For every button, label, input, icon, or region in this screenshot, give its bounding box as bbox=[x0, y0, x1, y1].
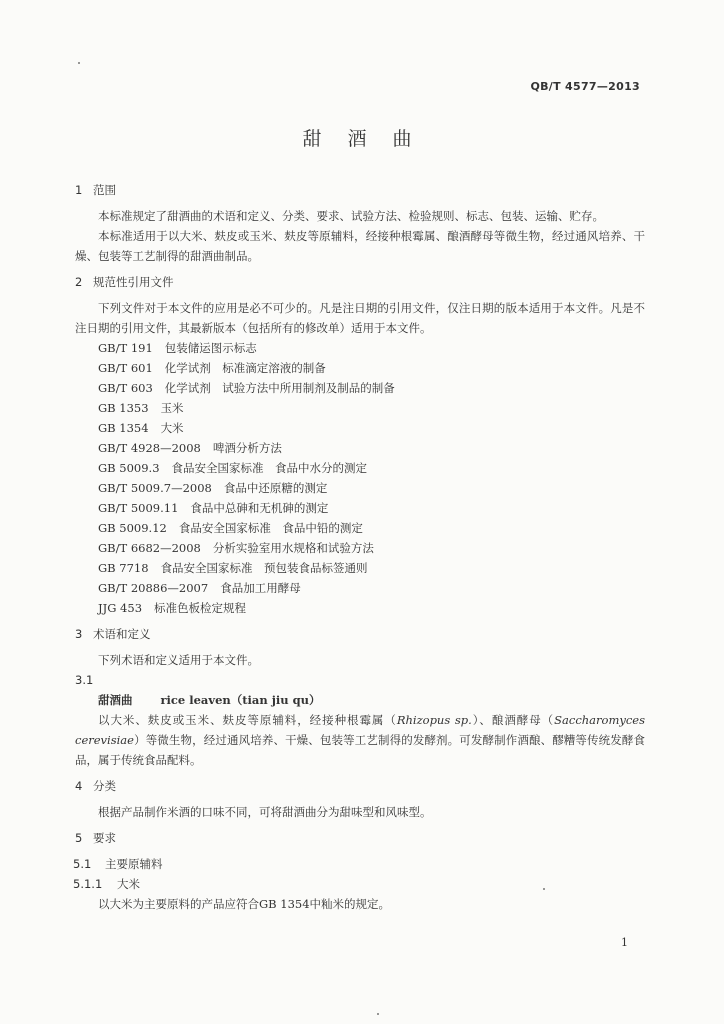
reference-title: 食品安全国家标准 食品中铅的测定 bbox=[178, 521, 363, 535]
section-5-heading bbox=[75, 828, 645, 848]
reference-code: GB/T 4928—2008 bbox=[98, 441, 201, 455]
reference-code: GB/T 191 bbox=[98, 341, 153, 355]
standard-number: QB/T 4577—2013 bbox=[530, 80, 640, 93]
section-number: 5 bbox=[75, 831, 83, 845]
reference-item bbox=[75, 378, 645, 398]
subsection-title: 大米 bbox=[117, 877, 140, 891]
scan-speck bbox=[543, 888, 545, 890]
reference-title: 食品安全国家标准 预包装食品标签通则 bbox=[160, 561, 368, 575]
reference-title: 化学试剂 试验方法中所用制剂及制品的制备 bbox=[164, 381, 395, 395]
reference-title: 包装储运图示标志 bbox=[164, 341, 257, 355]
term-entry bbox=[75, 690, 645, 710]
definition-italic: Rhizopus sp. bbox=[396, 713, 472, 727]
section-1-heading bbox=[75, 180, 645, 200]
rice-requirement-paragraph: 以大米为主要原料的产品应符合GB 1354中籼米的规定。 bbox=[98, 897, 391, 911]
section-2-heading bbox=[75, 272, 645, 292]
section-title: 规范性引用文件 bbox=[93, 275, 174, 289]
references-intro: 下列文件对于本文件的应用是必不可少的。凡是注日期的引用文件，仅注日期的版本适用于本文件。凡是不注日期的引用文件，其最新版本（包括所有的修改单）适用于本文件。 bbox=[75, 301, 645, 335]
reference-code: GB/T 20886—2007 bbox=[98, 581, 209, 595]
subsection-number: 5.1.1 bbox=[73, 877, 103, 891]
reference-code: GB/T 5009.7—2008 bbox=[98, 481, 212, 495]
reference-title: 化学试剂 标准滴定溶液的制备 bbox=[164, 361, 326, 375]
section-number: 2 bbox=[75, 275, 83, 289]
reference-code: GB/T 601 bbox=[98, 361, 153, 375]
reference-item bbox=[75, 558, 645, 578]
subsection-title: 主要原辅料 bbox=[105, 857, 163, 871]
term-definition bbox=[75, 710, 645, 770]
reference-title: 食品加工用酵母 bbox=[220, 581, 301, 595]
scope-paragraph-1: 本标准规定了甜酒曲的术语和定义、分类、要求、试验方法、检验规则、标志、包装、运输、贮存。 bbox=[98, 209, 604, 223]
section-4-heading bbox=[75, 776, 645, 796]
reference-item bbox=[75, 538, 645, 558]
section-title: 术语和定义 bbox=[93, 627, 151, 641]
reference-item bbox=[75, 358, 645, 378]
reference-title: 食品中还原糖的测定 bbox=[223, 481, 328, 495]
section-number: 4 bbox=[75, 779, 83, 793]
term-chinese: 甜酒曲 bbox=[98, 693, 133, 707]
reference-title: 食品中总砷和无机砷的测定 bbox=[190, 501, 329, 515]
section-number: 1 bbox=[75, 183, 83, 197]
section-title: 分类 bbox=[93, 779, 116, 793]
reference-title: 啤酒分析方法 bbox=[212, 441, 282, 455]
term-english: rice leaven（tian jiu qu） bbox=[160, 693, 321, 707]
reference-item bbox=[75, 438, 645, 458]
reference-code: GB 1353 bbox=[98, 401, 149, 415]
reference-item bbox=[75, 398, 645, 418]
reference-title: 分析实验室用水规格和试验方法 bbox=[212, 541, 374, 555]
reference-item bbox=[75, 598, 645, 618]
classification-paragraph: 根据产品制作米酒的口味不同，可将甜酒曲分为甜味型和风味型。 bbox=[98, 805, 432, 819]
subsection-number: 5.1 bbox=[73, 857, 92, 871]
definition-italic: Saccharomyces cerevisiae bbox=[75, 713, 645, 747]
definition-text: 以大米、麸皮或玉米、麸皮等原辅料，经接种根霉属（ bbox=[98, 713, 397, 727]
reference-code: GB/T 603 bbox=[98, 381, 153, 395]
reference-code: GB 7718 bbox=[98, 561, 149, 575]
section-number: 3 bbox=[75, 627, 83, 641]
terms-intro: 下列术语和定义适用于本文件。 bbox=[98, 653, 259, 667]
reference-item bbox=[75, 518, 645, 538]
reference-item bbox=[75, 478, 645, 498]
page-number: 1 bbox=[621, 936, 628, 949]
section-title: 要求 bbox=[93, 831, 116, 845]
reference-item bbox=[75, 458, 645, 478]
definition-text: ）、酿酒酵母（ bbox=[471, 713, 555, 727]
reference-item bbox=[75, 498, 645, 518]
reference-item bbox=[75, 338, 645, 358]
reference-title: 食品安全国家标准 食品中水分的测定 bbox=[171, 461, 368, 475]
reference-code: GB/T 6682—2008 bbox=[98, 541, 201, 555]
scope-paragraph-2: 本标准适用于以大米、麸皮或玉米、麸皮等原辅料，经接种根霉属、酿酒酵母等微生物，经过通风培养、干燥、包装等工艺制得的甜酒曲制品。 bbox=[75, 229, 645, 263]
subsection-5-1-1-heading bbox=[75, 874, 645, 894]
scan-speck bbox=[377, 1013, 379, 1015]
reference-title: 大米 bbox=[160, 421, 184, 435]
document-title: 甜 酒 曲 bbox=[302, 128, 422, 150]
reference-item bbox=[75, 578, 645, 598]
reference-item bbox=[75, 418, 645, 438]
reference-list bbox=[75, 338, 645, 618]
reference-code: GB 1354 bbox=[98, 421, 149, 435]
document-body bbox=[75, 174, 645, 914]
reference-title: 玉米 bbox=[160, 401, 184, 415]
subsection-3-1-number: 3.1 bbox=[75, 673, 94, 687]
definition-text: ）等微生物，经过通风培养、干燥、包装等工艺制得的发酵剂。可发酵制作酒酿、醪糟等传统发酵食品，属于传统食品配料。 bbox=[75, 733, 645, 767]
reference-code: GB/T 5009.11 bbox=[98, 501, 179, 515]
reference-code: GB 5009.12 bbox=[98, 521, 167, 535]
section-title: 范围 bbox=[93, 183, 116, 197]
reference-title: 标准色板检定规程 bbox=[154, 601, 247, 615]
subsection-5-1-heading bbox=[75, 854, 645, 874]
scan-speck bbox=[78, 62, 80, 64]
section-3-heading bbox=[75, 624, 645, 644]
reference-code: JJG 453 bbox=[98, 601, 143, 615]
reference-code: GB 5009.3 bbox=[98, 461, 160, 475]
